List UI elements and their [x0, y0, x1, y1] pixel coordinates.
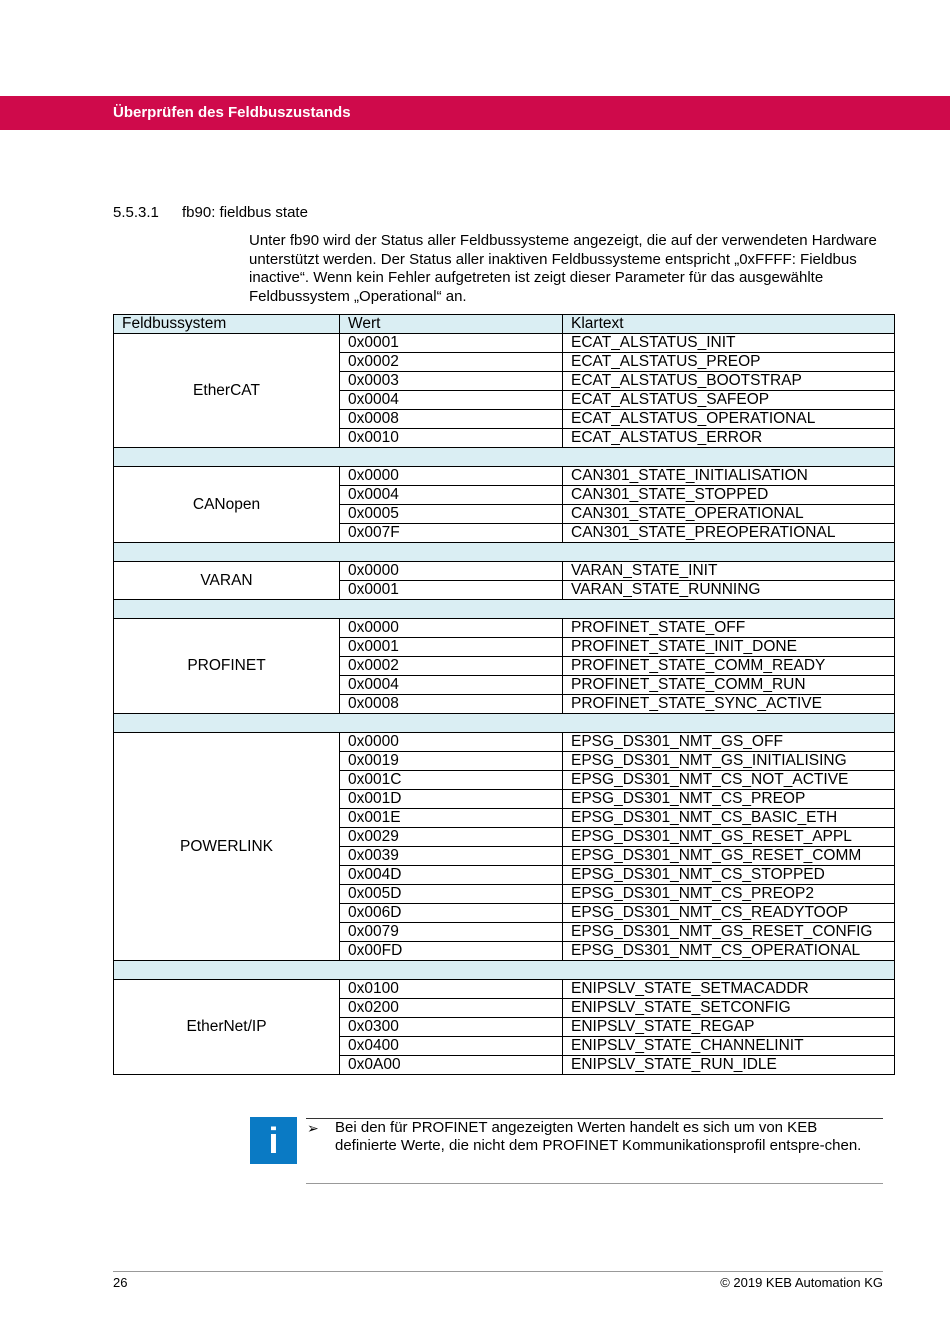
- value-cell: 0x0004: [340, 486, 563, 505]
- value-cell: 0x0001: [340, 334, 563, 353]
- plaintext-cell: EPSG_DS301_NMT_GS_RESET_COMM: [563, 847, 895, 866]
- group-separator-row: [114, 600, 895, 619]
- value-cell: 0x001C: [340, 771, 563, 790]
- table-row: [114, 619, 895, 638]
- table-row: [114, 334, 895, 353]
- table-header-row: [114, 315, 895, 334]
- plaintext-cell: ENIPSLV_STATE_SETMACADDR: [563, 980, 895, 999]
- value-cell: 0x0002: [340, 657, 563, 676]
- fieldbus-system-cell: POWERLINK: [114, 733, 340, 961]
- plaintext-cell: ENIPSLV_STATE_REGAP: [563, 1018, 895, 1037]
- note-text: Bei den für PROFINET angezeigten Werten handelt es sich um von KEB definierte Werte, die nicht dem PROFINET Kommunikationsprofil entspre-chen.: [335, 1119, 862, 1154]
- value-cell: 0x0004: [340, 676, 563, 695]
- fieldbus-system-cell: EtherNet/IP: [114, 980, 340, 1075]
- group-separator-row: [114, 448, 895, 467]
- plaintext-cell: ENIPSLV_STATE_RUN_IDLE: [563, 1056, 895, 1075]
- plaintext-cell: EPSG_DS301_NMT_GS_OFF: [563, 733, 895, 752]
- plaintext-cell: ECAT_ALSTATUS_BOOTSTRAP: [563, 372, 895, 391]
- fieldbus-system-cell: CANopen: [114, 467, 340, 543]
- header-bar: [0, 96, 950, 130]
- footer-divider: [113, 1271, 883, 1272]
- fieldbus-system-cell: PROFINET: [114, 619, 340, 714]
- value-cell: 0x0000: [340, 562, 563, 581]
- plaintext-cell: EPSG_DS301_NMT_CS_READYTOOP: [563, 904, 895, 923]
- group-separator-cell: [114, 714, 895, 733]
- table-row: [114, 980, 895, 999]
- group-separator-cell: [114, 448, 895, 467]
- value-cell: 0x0003: [340, 372, 563, 391]
- plaintext-cell: EPSG_DS301_NMT_GS_INITIALISING: [563, 752, 895, 771]
- value-cell: 0x0029: [340, 828, 563, 847]
- section-title: fb90: fieldbus state: [182, 204, 308, 221]
- table-body: [114, 334, 895, 1075]
- value-cell: 0x0010: [340, 429, 563, 448]
- column-header-text: Klartext: [563, 315, 895, 334]
- value-cell: 0x0000: [340, 619, 563, 638]
- plaintext-cell: PROFINET_STATE_COMM_READY: [563, 657, 895, 676]
- group-separator-row: [114, 543, 895, 562]
- value-cell: 0x0A00: [340, 1056, 563, 1075]
- header-title: Überprüfen des Feldbuszustands: [113, 104, 351, 121]
- fieldbus-system-cell: EtherCAT: [114, 334, 340, 448]
- value-cell: 0x0000: [340, 467, 563, 486]
- plaintext-cell: ECAT_ALSTATUS_ERROR: [563, 429, 895, 448]
- value-cell: 0x006D: [340, 904, 563, 923]
- plaintext-cell: PROFINET_STATE_SYNC_ACTIVE: [563, 695, 895, 714]
- table-row: [114, 467, 895, 486]
- value-cell: 0x0008: [340, 695, 563, 714]
- value-cell: 0x0005: [340, 505, 563, 524]
- plaintext-cell: CAN301_STATE_PREOPERATIONAL: [563, 524, 895, 543]
- plaintext-cell: ECAT_ALSTATUS_SAFEOP: [563, 391, 895, 410]
- column-header-value: Wert: [340, 315, 563, 334]
- value-cell: 0x005D: [340, 885, 563, 904]
- value-cell: 0x0300: [340, 1018, 563, 1037]
- plaintext-cell: CAN301_STATE_OPERATIONAL: [563, 505, 895, 524]
- value-cell: 0x001E: [340, 809, 563, 828]
- value-cell: 0x0008: [340, 410, 563, 429]
- value-cell: 0x004D: [340, 866, 563, 885]
- group-separator-cell: [114, 543, 895, 562]
- plaintext-cell: CAN301_STATE_INITIALISATION: [563, 467, 895, 486]
- arrow-bullet-icon: ➢: [307, 1120, 319, 1136]
- plaintext-cell: EPSG_DS301_NMT_GS_RESET_APPL: [563, 828, 895, 847]
- plaintext-cell: VARAN_STATE_RUNNING: [563, 581, 895, 600]
- plaintext-cell: EPSG_DS301_NMT_CS_NOT_ACTIVE: [563, 771, 895, 790]
- plaintext-cell: VARAN_STATE_INIT: [563, 562, 895, 581]
- value-cell: 0x0002: [340, 353, 563, 372]
- plaintext-cell: EPSG_DS301_NMT_CS_BASIC_ETH: [563, 809, 895, 828]
- fieldbus-state-table: [113, 314, 895, 1075]
- value-cell: 0x0004: [340, 391, 563, 410]
- group-separator-cell: [114, 961, 895, 980]
- column-header-system: Feldbussystem: [114, 315, 340, 334]
- plaintext-cell: PROFINET_STATE_COMM_RUN: [563, 676, 895, 695]
- info-icon: i: [250, 1117, 297, 1164]
- fieldbus-system-cell: VARAN: [114, 562, 340, 600]
- plaintext-cell: EPSG_DS301_NMT_CS_PREOP2: [563, 885, 895, 904]
- value-cell: 0x00FD: [340, 942, 563, 961]
- plaintext-cell: EPSG_DS301_NMT_GS_RESET_CONFIG: [563, 923, 895, 942]
- note-divider-bottom: [306, 1183, 883, 1184]
- plaintext-cell: ECAT_ALSTATUS_PREOP: [563, 353, 895, 372]
- section-number: 5.5.3.1: [113, 204, 159, 221]
- group-separator-row: [114, 714, 895, 733]
- group-separator-cell: [114, 600, 895, 619]
- plaintext-cell: PROFINET_STATE_INIT_DONE: [563, 638, 895, 657]
- value-cell: 0x0039: [340, 847, 563, 866]
- value-cell: 0x0200: [340, 999, 563, 1018]
- section-heading: [113, 204, 308, 222]
- value-cell: 0x0000: [340, 733, 563, 752]
- value-cell: 0x0079: [340, 923, 563, 942]
- group-separator-row: [114, 961, 895, 980]
- plaintext-cell: CAN301_STATE_STOPPED: [563, 486, 895, 505]
- plaintext-cell: ENIPSLV_STATE_SETCONFIG: [563, 999, 895, 1018]
- value-cell: 0x007F: [340, 524, 563, 543]
- plaintext-cell: ECAT_ALSTATUS_OPERATIONAL: [563, 410, 895, 429]
- footer-copyright: © 2019 KEB Automation KG: [720, 1275, 883, 1290]
- value-cell: 0x001D: [340, 790, 563, 809]
- intro-paragraph: Unter fb90 wird der Status aller Feldbussysteme angezeigt, die auf der verwendeten Hardware unterstützt werden. Der Status aller inaktiven Feldbussysteme entspricht „0xFFFF: Fieldbus inactive“. Wenn kein Fehler aufgetreten ist zeigt dieser Parameter für das ausgewählte Feldbussystem „Operational“ an.: [249, 232, 877, 305]
- page-number: 26: [113, 1275, 128, 1290]
- value-cell: 0x0001: [340, 581, 563, 600]
- value-cell: 0x0019: [340, 752, 563, 771]
- plaintext-cell: ECAT_ALSTATUS_INIT: [563, 334, 895, 353]
- value-cell: 0x0001: [340, 638, 563, 657]
- plaintext-cell: EPSG_DS301_NMT_CS_PREOP: [563, 790, 895, 809]
- plaintext-cell: EPSG_DS301_NMT_CS_OPERATIONAL: [563, 942, 895, 961]
- table-row: [114, 562, 895, 581]
- value-cell: 0x0100: [340, 980, 563, 999]
- plaintext-cell: EPSG_DS301_NMT_CS_STOPPED: [563, 866, 895, 885]
- plaintext-cell: PROFINET_STATE_OFF: [563, 619, 895, 638]
- table-row: [114, 733, 895, 752]
- value-cell: 0x0400: [340, 1037, 563, 1056]
- plaintext-cell: ENIPSLV_STATE_CHANNELINIT: [563, 1037, 895, 1056]
